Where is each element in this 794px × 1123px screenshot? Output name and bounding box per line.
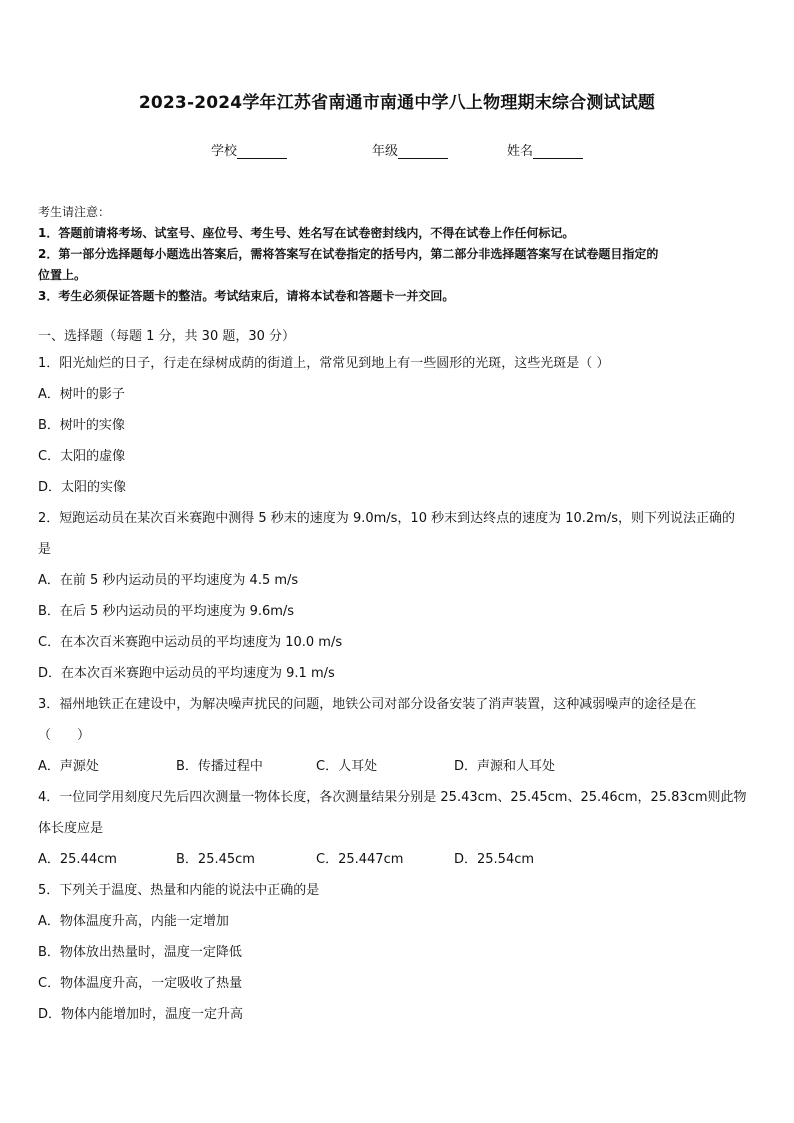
question-stem: 3．福州地铁正在建设中，为解决噪声扰民的问题，地铁公司对部分设备安装了消声装置，这种减弱噪声的途径是在 [38,697,697,712]
name-blank [533,144,583,159]
option-b: B．25.45cm [176,852,255,867]
notice-item: 2．第一部分选择题每小题选出答案后，需将答案写在试卷指定的括号内，第二部分非选择题答案写在试卷题目指定的 [38,247,659,261]
name-field [507,140,583,159]
question-stem: 2．短跑运动员在某次百米赛跑中测得 5 秒末的速度为 9.0m/s，10 秒末到达终点的速度为 10.2m/s，则下列说法正确的 [38,511,735,526]
notice-heading: 考生请注意： [38,205,111,219]
option-b: B．传播过程中 [176,759,263,774]
school-blank [237,144,287,159]
question-stem-continued: 是 [38,542,52,557]
name-label: 姓名 [507,144,534,159]
grade-blank [398,144,448,159]
option-c: C．人耳处 [316,759,378,774]
option-a: A．树叶的影子 [38,387,125,402]
grade-label: 年级 [372,144,399,159]
school-field [211,140,287,159]
question-stem: 4．一位同学用刻度尺先后四次测量一物体长度，各次测量结果分别是 25.43cm、25.45cm、25.46cm，25.83cm则此物 [38,790,747,805]
question-stem-continued: 体长度应是 [38,821,104,836]
option-c: C．太阳的虚像 [38,449,126,464]
questions-section [38,326,760,1030]
option-a: A．在前 5 秒内运动员的平均速度为 4.5 m/s [38,573,299,588]
option-b: B．物体放出热量时，温度一定降低 [38,945,242,960]
candidate-notice [38,202,760,307]
option-d: D．物体内能增加时，温度一定升高 [38,1007,244,1022]
option-d: D．太阳的实像 [38,480,127,495]
grade-field [372,140,448,159]
question-stem-continued: （ ） [38,728,91,743]
option-b: B．树叶的实像 [38,418,125,433]
option-row [38,751,760,782]
notice-item: 位置上。 [38,268,87,282]
notice-item: 3．考生必须保证答题卡的整洁。考试结束后，请将本试卷和答题卡一并交回。 [38,289,455,303]
option-c: C．物体温度升高，一定吸收了热量 [38,976,243,991]
option-row [38,844,760,875]
option-c: C．25.447cm [316,852,404,867]
option-d: D．在本次百米赛跑中运动员的平均速度为 9.1 m/s [38,666,335,681]
section-title: 一、选择题（每题 1 分，共 30 题，30 分） [38,329,296,344]
question-stem: 1．阳光灿烂的日子，行走在绿树成荫的街道上，常常见到地上有一些圆形的光斑，这些光斑是（ ） [38,356,610,371]
option-b: B．在后 5 秒内运动员的平均速度为 9.6m/s [38,604,295,619]
option-c: C．在本次百米赛跑中运动员的平均速度为 10.0 m/s [38,635,343,650]
school-label: 学校 [211,144,238,159]
question-stem: 5．下列关于温度、热量和内能的说法中正确的是 [38,883,320,898]
option-a: A．25.44cm [38,852,117,867]
notice-item: 1．答题前请将考场、试室号、座位号、考生号、姓名写在试卷密封线内，不得在试卷上作任何标记。 [38,226,575,240]
option-a: A．物体温度升高，内能一定增加 [38,914,229,929]
option-d: D．25.54cm [454,852,535,867]
option-a: A．声源处 [38,759,99,774]
exam-title: 2023-2024学年江苏省南通市南通中学八上物理期末综合测试试题 [138,93,656,113]
option-d: D．声源和人耳处 [454,759,556,774]
